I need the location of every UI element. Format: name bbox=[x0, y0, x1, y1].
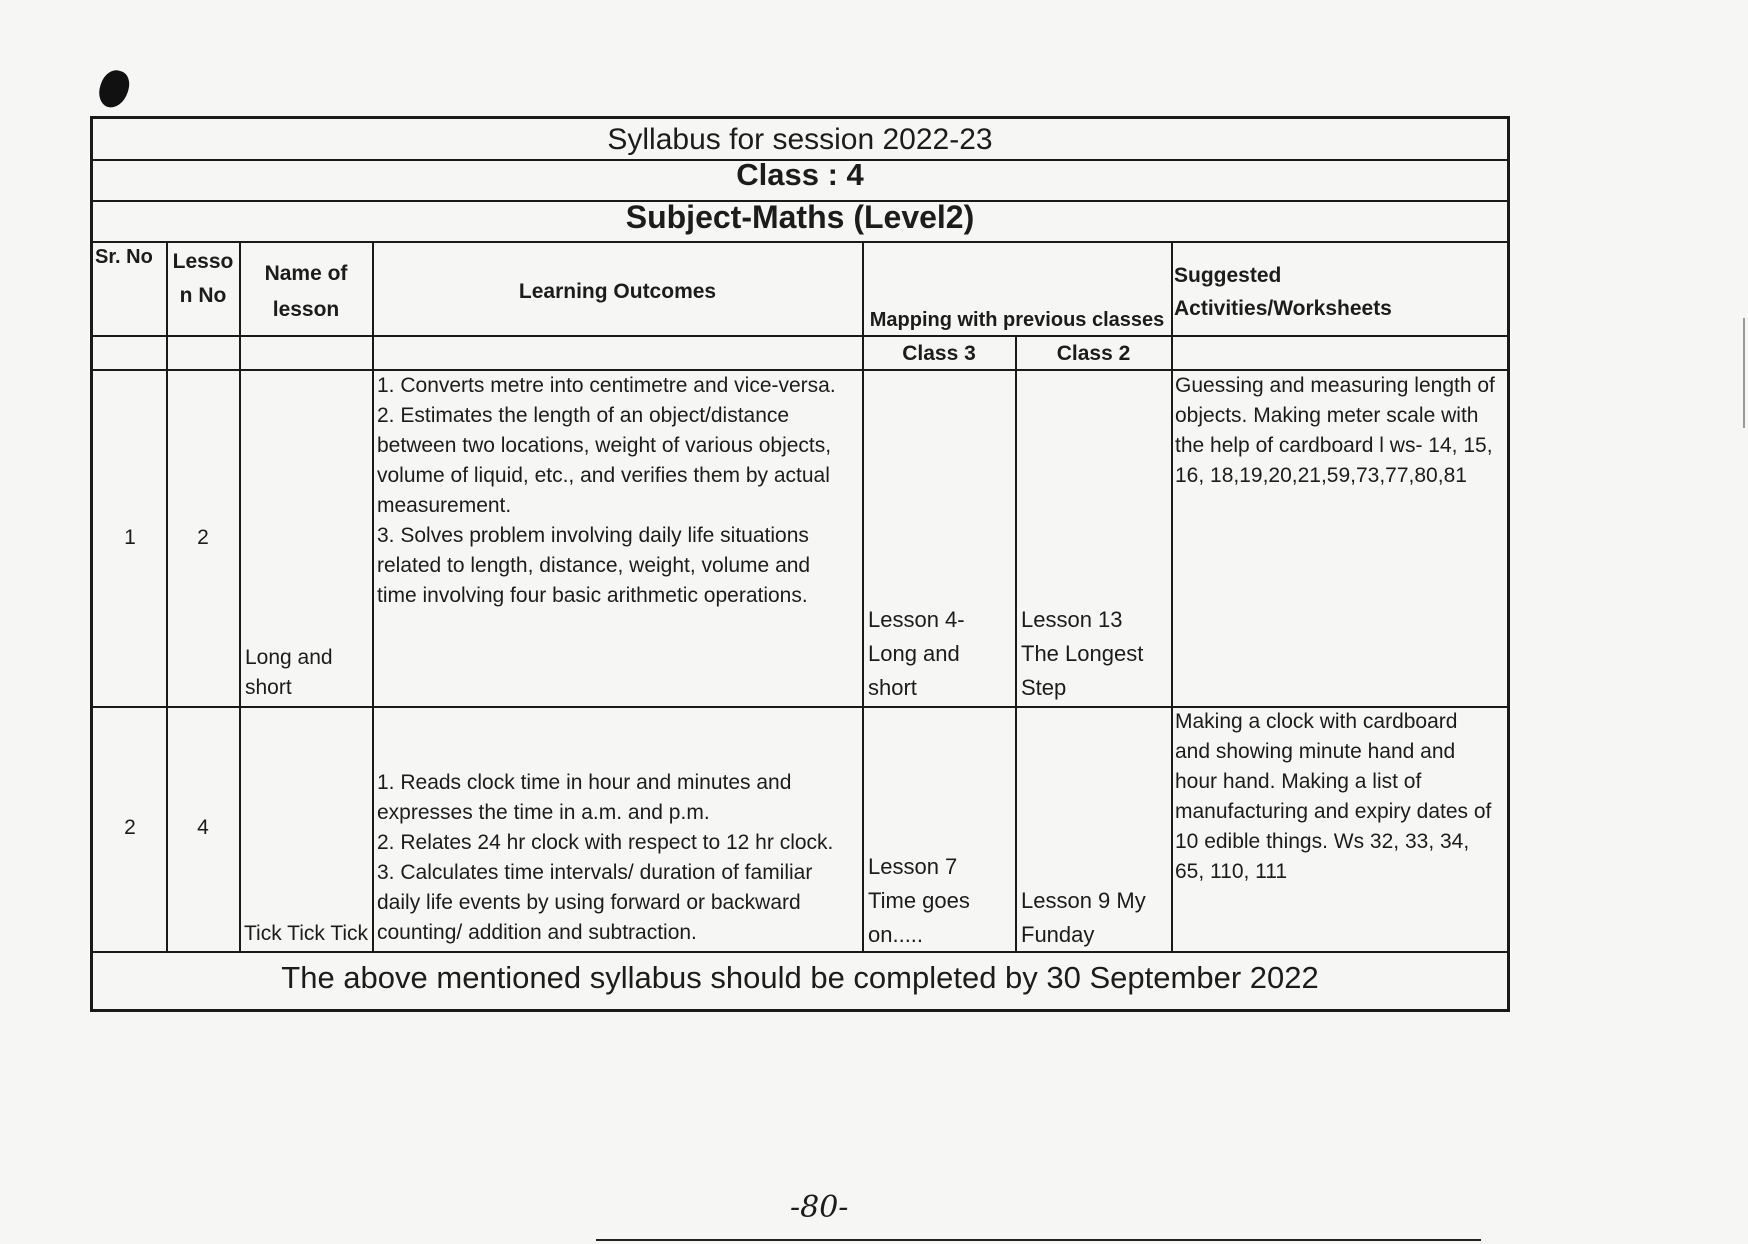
row1-class3-mapping bbox=[868, 603, 1013, 705]
row1-class2-line: The Longest bbox=[1021, 641, 1144, 666]
rule bbox=[93, 335, 1507, 337]
row2-activities bbox=[1175, 707, 1505, 887]
row2-class3-line: Lesson 7 bbox=[868, 854, 958, 879]
row1-activities-line: Guessing and measuring length of bbox=[1175, 374, 1495, 397]
row2-activities-line: and showing minute hand and bbox=[1175, 740, 1456, 763]
row2-activities-line: hour hand. Making a list of bbox=[1175, 770, 1422, 793]
row1-class3-line: Lesson 4- bbox=[868, 607, 965, 632]
row2-class2-line: Lesson 9 My bbox=[1021, 888, 1146, 913]
row2-class2-mapping bbox=[1021, 884, 1169, 952]
col-rule bbox=[239, 241, 241, 951]
row1-class2-line: Lesson 13 bbox=[1021, 607, 1123, 632]
row2-activities-line: manufacturing and expiry dates of bbox=[1175, 800, 1492, 823]
row1-class3-line: Long and bbox=[868, 641, 960, 666]
col-rule bbox=[1015, 335, 1017, 951]
rule bbox=[93, 241, 1507, 243]
list-item: volume of liquid, etc., and verifies them by actual bbox=[377, 464, 830, 487]
punch-hole-mark bbox=[95, 67, 133, 112]
col-rule bbox=[1171, 241, 1173, 951]
header-lesson-no-line1: Lesso bbox=[172, 250, 234, 273]
header-class2: Class 2 bbox=[1056, 342, 1131, 365]
list-item: 1. Converts metre into centimetre and vice-versa. bbox=[377, 374, 836, 397]
row2-sr-no: 2 bbox=[124, 816, 136, 839]
row1-activities bbox=[1175, 371, 1505, 491]
list-item: 1. Reads clock time in hour and minutes and bbox=[377, 771, 792, 794]
row1-class3-line: short bbox=[868, 675, 917, 700]
row1-activities-line: the help of cardboard l ws- 14, 15, bbox=[1175, 434, 1493, 457]
list-item: related to length, distance, weight, volume and bbox=[377, 554, 811, 577]
row2-class3-mapping bbox=[868, 850, 1013, 952]
header-name-line1: Name of bbox=[264, 262, 348, 285]
row2-activities-line: 65, 110, 111 bbox=[1175, 860, 1288, 883]
subject-title: Subject-Maths (Level2) bbox=[625, 199, 975, 235]
row1-activities-line: objects. Making meter scale with bbox=[1175, 404, 1479, 427]
list-item: 2. Relates 24 hr clock with respect to 12 hr clock. bbox=[377, 831, 834, 854]
row2-activities-line: 10 edible things. Ws 32, 33, 34, bbox=[1175, 830, 1470, 853]
list-item: 3. Solves problem involving daily life situations bbox=[377, 524, 809, 547]
class-title: Class : 4 bbox=[736, 157, 864, 192]
page-number: -80- bbox=[790, 1190, 849, 1225]
header-lesson-no-line2: n No bbox=[179, 284, 227, 307]
row1-class2-mapping bbox=[1021, 603, 1169, 705]
syllabus-table bbox=[90, 116, 1510, 1012]
header-mapping: Mapping with previous classes bbox=[869, 309, 1165, 331]
row2-class3-line: on..... bbox=[868, 922, 924, 947]
row1-class2-line: Step bbox=[1021, 675, 1067, 700]
row1-lesson-no: 2 bbox=[197, 526, 209, 549]
list-item: daily life events by using forward or backward bbox=[377, 891, 801, 914]
list-item: measurement. bbox=[377, 494, 512, 517]
row1-sr-no: 1 bbox=[124, 526, 136, 549]
row2-learning-outcomes bbox=[377, 768, 862, 948]
header-name-line2: lesson bbox=[272, 298, 340, 321]
header-activities-line1: Suggested bbox=[1174, 264, 1282, 287]
col-rule bbox=[372, 241, 374, 951]
header-class3: Class 3 bbox=[902, 342, 976, 365]
row2-class3-line: Time goes bbox=[868, 888, 970, 913]
list-item: expresses the time in a.m. and p.m. bbox=[377, 801, 710, 824]
list-item: 3. Calculates time intervals/ duration of familiar bbox=[377, 861, 813, 884]
row1-lesson-name-line1: Long and bbox=[245, 646, 333, 669]
row1-activities-line: 16, 18,19,20,21,59,73,77,80,81 bbox=[1175, 464, 1467, 487]
session-title: Syllabus for session 2022-23 bbox=[607, 123, 993, 156]
bottom-rule bbox=[596, 1239, 1481, 1241]
completion-note: The above mentioned syllabus should be completed by 30 September 2022 bbox=[281, 960, 1319, 995]
header-sr-no: Sr. No bbox=[95, 246, 153, 268]
list-item: 2. Estimates the length of an object/distance bbox=[377, 404, 790, 427]
row1-lesson-name-line2: short bbox=[245, 676, 292, 699]
row2-class2-line: Funday bbox=[1021, 922, 1095, 947]
row2-lesson-name: Tick Tick Tick bbox=[244, 922, 369, 945]
row2-activities-line: Making a clock with cardboard bbox=[1175, 710, 1458, 733]
row1-learning-outcomes bbox=[377, 371, 862, 611]
list-item: between two locations, weight of various objects, bbox=[377, 434, 832, 457]
edge-mark bbox=[1743, 318, 1745, 428]
list-item: time involving four basic arithmetic operations. bbox=[377, 584, 808, 607]
header-activities-line2: Activities/Worksheets bbox=[1174, 297, 1392, 320]
col-rule bbox=[166, 241, 168, 951]
header-learning-outcomes: Learning Outcomes bbox=[518, 280, 717, 303]
list-item: counting/ addition and subtraction. bbox=[377, 921, 697, 944]
row2-lesson-no: 4 bbox=[197, 816, 209, 839]
